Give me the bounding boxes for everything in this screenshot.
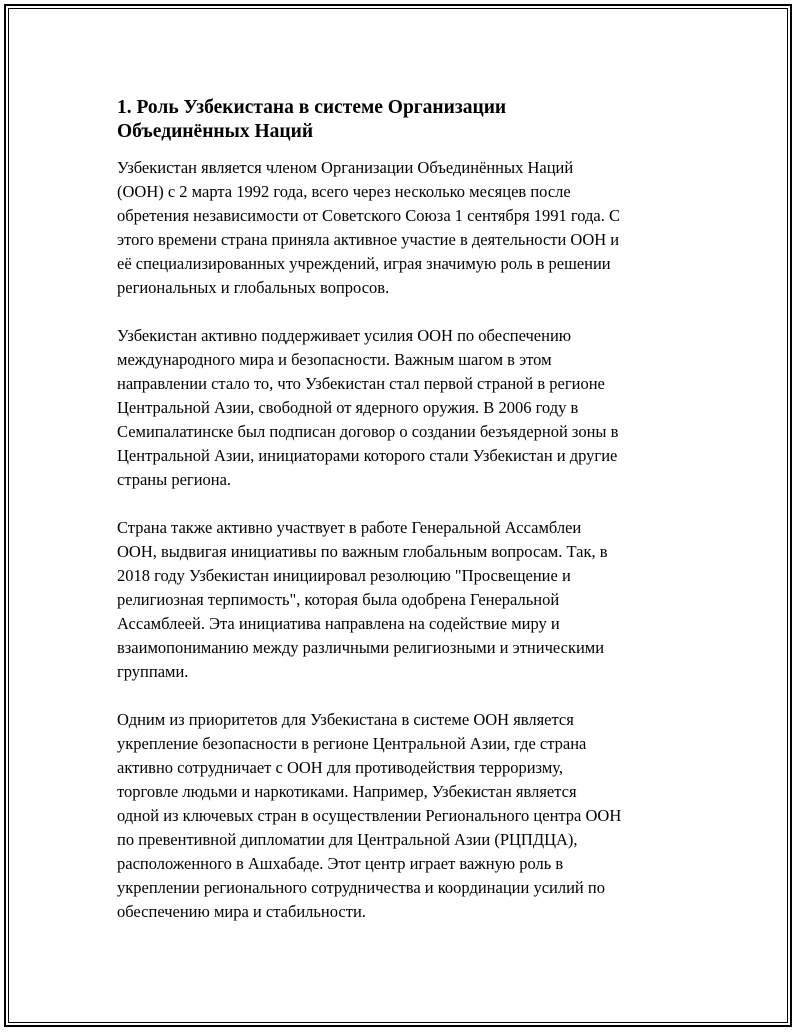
- text-line: страны региона.: [117, 470, 232, 489]
- text-line: региональных и глобальных вопросов.: [117, 278, 390, 297]
- text-line: (ООН) с 2 марта 1992 года, всего через несколько месяцев после: [117, 182, 571, 201]
- text-line: Узбекистан активно поддерживает усилия ООН по обеспечению: [117, 326, 572, 345]
- text-line: религиозная терпимость", которая была одобрена Генеральной: [117, 590, 560, 609]
- text-line: Страна также активно участвует в работе Генеральной Ассамблеи: [117, 518, 582, 537]
- paragraph-un-membership: [117, 156, 707, 300]
- text-line: ООН, выдвигая инициативы по важным глобальным вопросам. Так, в: [117, 542, 608, 561]
- text-line: Ассамблеей. Эта инициатива направлена на содействие миру и: [117, 614, 560, 633]
- text-line: торговле людьми и наркотиками. Например, Узбекистан является: [117, 782, 577, 801]
- heading-line: 1. Роль Узбекистана в системе Организации: [117, 97, 507, 118]
- text-line: активно сотрудничает с ООН для противодействия терроризму,: [117, 758, 564, 777]
- text-line: расположенного в Ашхабаде. Этот центр играет важную роль в: [117, 854, 564, 873]
- text-line: обеспечению мира и стабильности.: [117, 902, 366, 921]
- text-line: Одним из приоритетов для Узбекистана в системе ООН является: [117, 710, 574, 729]
- text-line: укрепление безопасности в регионе Центральной Азии, где страна: [117, 734, 587, 753]
- heading-line: Объединённых Наций: [117, 121, 314, 142]
- text-line: одной из ключевых стран в осуществлении Регионального центра ООН: [117, 806, 622, 825]
- paragraph-regional-security: [117, 708, 707, 924]
- text-line: Центральной Азии, инициаторами которого стали Узбекистан и другие: [117, 446, 618, 465]
- paragraph-peace-security: [117, 324, 707, 492]
- paragraph-general-assembly: [117, 516, 707, 684]
- text-line: её специализированных учреждений, играя значимую роль в решении: [117, 254, 611, 273]
- text-line: по превентивной дипломатии для Центральной Азии (РЦПДЦА),: [117, 830, 578, 849]
- text-line: 2018 году Узбекистан инициировал резолюцию "Просвещение и: [117, 566, 571, 585]
- text-line: Узбекистан является членом Организации Объединённых Наций: [117, 158, 574, 177]
- text-line: обретения независимости от Советского Союза 1 сентября 1991 года. С: [117, 206, 621, 225]
- section-heading: [117, 96, 707, 144]
- text-line: взаимопониманию между различными религиозными и этническими: [117, 638, 605, 657]
- text-line: группами.: [117, 662, 189, 681]
- document-body: [117, 96, 707, 948]
- text-line: направлении стало то, что Узбекистан стал первой страной в регионе: [117, 374, 605, 393]
- text-line: укреплении регионального сотрудничества и координации усилий по: [117, 878, 605, 897]
- text-line: Семипалатинске был подписан договор о создании безъядерной зоны в: [117, 422, 619, 441]
- text-line: этого времени страна приняла активное участие в деятельности ООН и: [117, 230, 620, 249]
- text-line: международного мира и безопасности. Важным шагом в этом: [117, 350, 552, 369]
- text-line: Центральной Азии, свободной от ядерного оружия. В 2006 году в: [117, 398, 579, 417]
